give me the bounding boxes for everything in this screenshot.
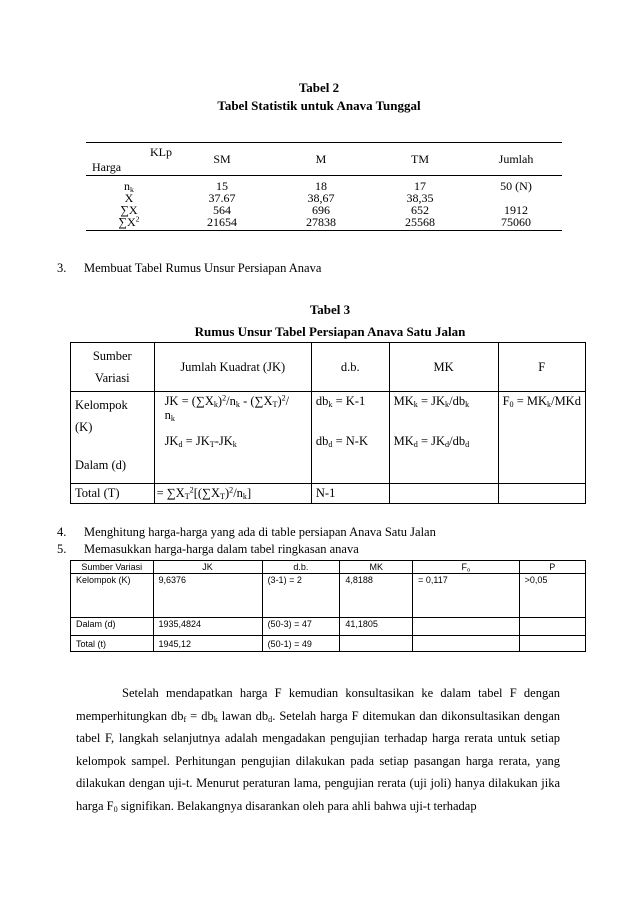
body-paragraph: Setelah mendapatkan harga F kemudian konsultasikan ke dalam tabel F dengan memperhitungkan $db_f = db_k$ lawan $db_d$. Setelah harga F ditemukan dan dikonsultasikan dengan tabel F, langkah selanjutnya adalah mengadakan pengujian terhadap harga rerata untuk setiap kelompok sampel. Perhitungan pengujian dilakukan pada setiap pasangan harga rerata, yang dilakukan dengan uji-t. Menurut peraturan lama, pengujian rerata (uji joli) hanya dilakukan jika harga $F_0$ signifikan. Belakangnya disarankan oleh para ahli bahwa uji-t terhadap	[76, 686, 560, 814]
row-label-sum-x: ∑X	[120, 203, 138, 217]
table3-title: Rumus Unsur Tabel Persiapan Anava Satu Jalan	[194, 324, 466, 339]
table-cell: 1945,12	[153, 636, 262, 652]
table-cell: = 0,117	[413, 574, 519, 618]
table-cell: 564	[213, 203, 231, 217]
table-row	[71, 618, 586, 636]
step-number: 5.	[57, 542, 67, 556]
table-cell: (50-3) = 47	[262, 618, 340, 636]
table2-label: Tabel 2	[298, 80, 340, 95]
table2-corner-cell	[86, 143, 172, 176]
db-formula-cell: $db_k = K-1$ $db_d = N-K$	[311, 392, 389, 484]
table-cell: >0,05	[519, 574, 585, 618]
table-cell: 75060	[470, 216, 562, 231]
mk-formula-cell: $MK_k = JK_k/db_k$ $MK_d = JK_d/db_d$	[389, 392, 498, 484]
table-cell: Dalam (d)	[71, 618, 154, 636]
source-cell: Kelompok (K) Dalam (d)	[71, 392, 155, 484]
table-row	[71, 392, 586, 484]
table-cell: 38,35	[406, 191, 434, 205]
table-cell	[519, 636, 585, 652]
table-row	[86, 216, 562, 231]
table-header-row	[71, 343, 586, 392]
table2-header-m: M	[272, 143, 370, 176]
header-jk: Jumlah Kuadrat (JK)	[154, 343, 311, 392]
table-cell: 50 (N)	[500, 179, 532, 193]
table-row	[71, 484, 586, 504]
table-cell: (3-1) = 2	[262, 574, 340, 618]
table-cell: 38,67	[307, 191, 335, 205]
header-fo: $F_o$	[413, 561, 519, 574]
table2-header-jumlah: Jumlah	[470, 143, 562, 176]
header-mk: MK	[389, 343, 498, 392]
table-cell	[413, 618, 519, 636]
total-jk-formula: = $\sum X_T^2[(\sum X_T)^2/n_k]$	[154, 484, 311, 504]
table-cell: Kelompok (K)	[71, 574, 154, 618]
table2-title: Tabel Statistik untuk Anava Tunggal	[217, 98, 421, 113]
table-cell: 15	[216, 179, 228, 193]
step-text: Memasukkan harga-harga dalam tabel ringkasan anava	[84, 542, 359, 556]
table-cell: 652	[411, 203, 429, 217]
corner-harga: Harga	[92, 160, 122, 174]
total-db: N-1	[311, 484, 389, 504]
row-label-nk: $n_k$	[124, 179, 134, 194]
table-cell: 37.67	[208, 191, 236, 205]
table-cell: Total (t)	[71, 636, 154, 652]
table2-header-sm: SM	[172, 143, 272, 176]
formula-table	[70, 342, 586, 504]
table-row	[71, 574, 586, 618]
empty-cell	[389, 484, 498, 504]
header-p: P	[519, 561, 585, 574]
table-cell: 1912	[504, 203, 528, 217]
empty-cell	[498, 484, 585, 504]
step-text: Menghitung harga-harga yang ada di table persiapan Anava Satu Jalan	[84, 525, 436, 539]
table-cell: 25568	[370, 216, 470, 231]
table-cell	[413, 636, 519, 652]
table-header-row	[71, 561, 586, 574]
header-db: d.b.	[262, 561, 340, 574]
table-row	[86, 176, 562, 193]
table-cell: 27838	[272, 216, 370, 231]
statistics-table	[86, 142, 562, 231]
table3-label: Tabel 3	[309, 302, 351, 317]
table-cell	[519, 618, 585, 636]
header-jk: JK	[153, 561, 262, 574]
step-3	[57, 261, 322, 276]
f-formula-cell: $F_0 = MK_k/MKd$	[498, 392, 585, 484]
corner-klp: KLp	[150, 145, 172, 159]
table2-header-tm: TM	[370, 143, 470, 176]
header-mk: MK	[340, 561, 413, 574]
step-number: 4.	[57, 525, 67, 539]
table-cell: (50-1) = 49	[262, 636, 340, 652]
table-cell: 21654	[172, 216, 272, 231]
header-f: F	[498, 343, 585, 392]
summary-table	[70, 560, 586, 652]
table-cell: 696	[312, 203, 330, 217]
step-4	[57, 525, 436, 540]
table-cell: 4,8188	[340, 574, 413, 618]
table-cell: 18	[315, 179, 327, 193]
header-sumber-variasi: Sumber Variasi	[71, 561, 154, 574]
table-cell: 1935,4824	[153, 618, 262, 636]
step-5	[57, 542, 359, 557]
row-label-x: X	[124, 191, 134, 205]
step-text: Membuat Tabel Rumus Unsur Persiapan Anava	[84, 261, 322, 275]
table-cell: 41,1805	[340, 618, 413, 636]
row-label-sum-x2: $\sum X^2$	[86, 216, 172, 231]
header-sumber-variasi: Sumber Variasi	[71, 343, 155, 392]
table-row	[71, 636, 586, 652]
header-db: d.b.	[311, 343, 389, 392]
step-number: 3.	[57, 261, 67, 275]
table-cell: 17	[414, 179, 426, 193]
table-cell: 9,6376	[153, 574, 262, 618]
table-cell	[340, 636, 413, 652]
jk-formula-cell: JK = $(\sum X_k)^2/n_k - (\sum X_T)^2/$ $n_k$ $JK_d = JK_T-JK_k$	[154, 392, 311, 484]
total-label: Total (T)	[71, 484, 155, 504]
